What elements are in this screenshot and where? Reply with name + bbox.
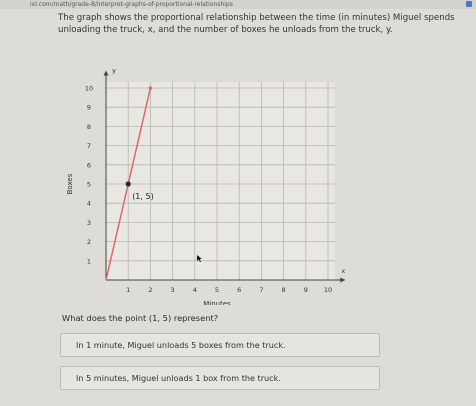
graph-svg [50,40,350,305]
x-tick-label: 6 [237,286,242,294]
highlighted-point [126,181,131,186]
y-tick-label: 7 [86,142,92,151]
y-tick-label: 1 [86,257,92,266]
problem-prompt: The graph shows the proportional relationship between the time (in minutes) Miguel spends unloading the truck, x, and the number of boxes he unloads from the truck, y. [58,13,455,35]
x-tick-label: 1 [126,286,131,294]
x-tick-label: 5 [214,286,220,294]
x-tick-label: 10 [323,286,333,294]
highlighted-point-label: (1, 5) [132,192,154,201]
x-tick-label: 8 [281,286,286,294]
x-axis-letter: x [341,267,346,275]
y-tick-label: 6 [86,161,92,170]
x-tick-label: 9 [303,286,308,294]
y-tick-label: 9 [86,103,92,112]
y-axis-letter: y [112,66,116,75]
x-tick-label: 2 [148,286,153,294]
x-axis-arrow [340,278,345,283]
question-text: What does the point (1, 5) represent? [62,313,219,323]
x-tick-label: 4 [192,286,197,294]
y-tick-label: 4 [86,199,92,208]
extension-icon[interactable] [466,1,472,7]
y-tick-label: 3 [86,218,92,227]
y-tick-label: 5 [86,180,92,189]
answer-choice-1-text: In 1 minute, Miguel unloads 5 boxes from the truck. [76,340,286,350]
y-tick-label: 8 [86,122,92,131]
x-tick-label: 3 [170,286,175,294]
y-axis-arrow [104,71,109,76]
plot-area [106,82,335,280]
answer-choice-2-text: In 5 minutes, Miguel unloads 1 box from the truck. [76,373,281,383]
answer-choice-1[interactable] [60,333,380,357]
x-axis-title: Minutes [203,300,231,305]
answer-choice-2[interactable] [60,366,380,390]
y-tick-label: 2 [86,238,92,247]
x-tick-label: 7 [259,286,264,294]
y-tick-label: 10 [84,84,94,93]
browser-url-bar[interactable] [0,0,476,9]
proportional-graph [50,40,350,305]
url-text: ixl.com/math/grade-8/interpret-graphs-of-proportional-relationships [30,1,233,8]
series-end-point [149,86,153,90]
y-axis-title: Boxes [66,173,74,195]
